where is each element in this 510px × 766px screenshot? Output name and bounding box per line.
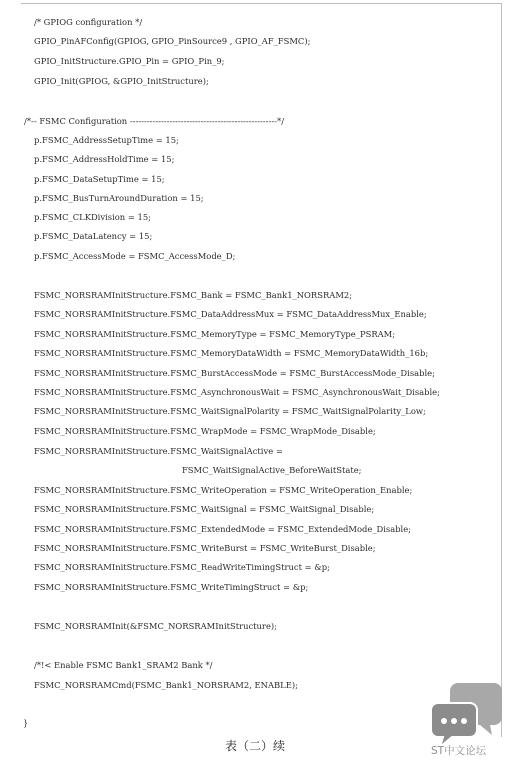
code-line: FSMC_NORSRAMInitStructure.FSMC_AsynchronousWait = FSMC_AsynchronousWait_Disable; <box>34 387 440 397</box>
code-line: FSMC_NORSRAMInitStructure.FSMC_MemoryType = FSMC_MemoryType_PSRAM; <box>34 329 396 339</box>
code-line: /*-- FSMC Configuration ----------------------------------------------------*/ <box>24 116 285 126</box>
code-line: p.FSMC_BusTurnAroundDuration = 15; <box>34 193 204 203</box>
code-line: FSMC_NORSRAMCmd(FSMC_Bank1_NORSRAM2, ENABLE); <box>34 680 298 690</box>
code-line: FSMC_NORSRAMInitStructure.FSMC_WriteTimingStruct = &p; <box>34 582 309 592</box>
code-line: p.FSMC_AddressHoldTime = 15; <box>34 154 175 164</box>
code-line: FSMC_NORSRAMInitStructure.FSMC_MemoryDataWidth = FSMC_MemoryDataWidth_16b; <box>34 348 429 358</box>
code-line: FSMC_NORSRAMInitStructure.FSMC_WaitSignal = FSMC_WaitSignal_Disable; <box>34 504 375 514</box>
code-line: FSMC_NORSRAMInitStructure.FSMC_WriteBurst = FSMC_WriteBurst_Disable; <box>34 543 376 553</box>
code-line: FSMC_NORSRAMInitStructure.FSMC_BurstAccessMode = FSMC_BurstAccessMode_Disable; <box>34 368 435 378</box>
table-caption: 表（二）续 <box>224 739 285 753</box>
code-line: /* GPIOG configuration */ <box>34 17 143 27</box>
code-line: FSMC_NORSRAMInitStructure.FSMC_DataAddressMux = FSMC_DataAddressMux_Enable; <box>34 309 427 319</box>
code-line: FSMC_NORSRAMInit(&FSMC_NORSRAMInitStructure); <box>34 621 277 631</box>
code-line: /*!< Enable FSMC Bank1_SRAM2 Bank */ <box>34 660 213 670</box>
code-line: p.FSMC_DataLatency = 15; <box>34 231 153 241</box>
code-line: FSMC_NORSRAMInitStructure.FSMC_ExtendedMode = FSMC_ExtendedMode_Disable; <box>34 524 412 534</box>
code-line: FSMC_NORSRAMInitStructure.FSMC_WaitSignalActive = <box>34 446 283 456</box>
code-line: GPIO_Init(GPIOG, &GPIO_InitStructure); <box>34 76 209 86</box>
code-line: FSMC_NORSRAMInitStructure.FSMC_Bank = FSMC_Bank1_NORSRAM2; <box>34 290 353 300</box>
code-line: p.FSMC_AddressSetupTime = 15; <box>34 135 179 145</box>
watermark-text: ST中文论坛 <box>431 745 487 757</box>
code-line: FSMC_WaitSignalActive_BeforeWaitState; <box>182 465 362 475</box>
code-line: p.FSMC_CLKDivision = 15; <box>34 212 152 222</box>
code-line: } <box>23 718 29 728</box>
code-line: GPIO_InitStructure.GPIO_Pin = GPIO_Pin_9; <box>34 56 225 66</box>
code-line: FSMC_NORSRAMInitStructure.FSMC_WrapMode = FSMC_WrapMode_Disable; <box>34 426 376 436</box>
code-line: GPIO_PinAFConfig(GPIOG, GPIO_PinSource9 , GPIO_AF_FSMC); <box>34 36 311 46</box>
code-line: FSMC_NORSRAMInitStructure.FSMC_WriteOperation = FSMC_WriteOperation_Enable; <box>34 485 413 495</box>
code-line: p.FSMC_AccessMode = FSMC_AccessMode_D; <box>34 251 236 261</box>
code-line: p.FSMC_DataSetupTime = 15; <box>34 174 165 184</box>
code-line: FSMC_NORSRAMInitStructure.FSMC_WaitSignalPolarity = FSMC_WaitSignalPolarity_Low; <box>34 406 426 416</box>
code-line: FSMC_NORSRAMInitStructure.FSMC_ReadWriteTimingStruct = &p; <box>34 562 330 572</box>
